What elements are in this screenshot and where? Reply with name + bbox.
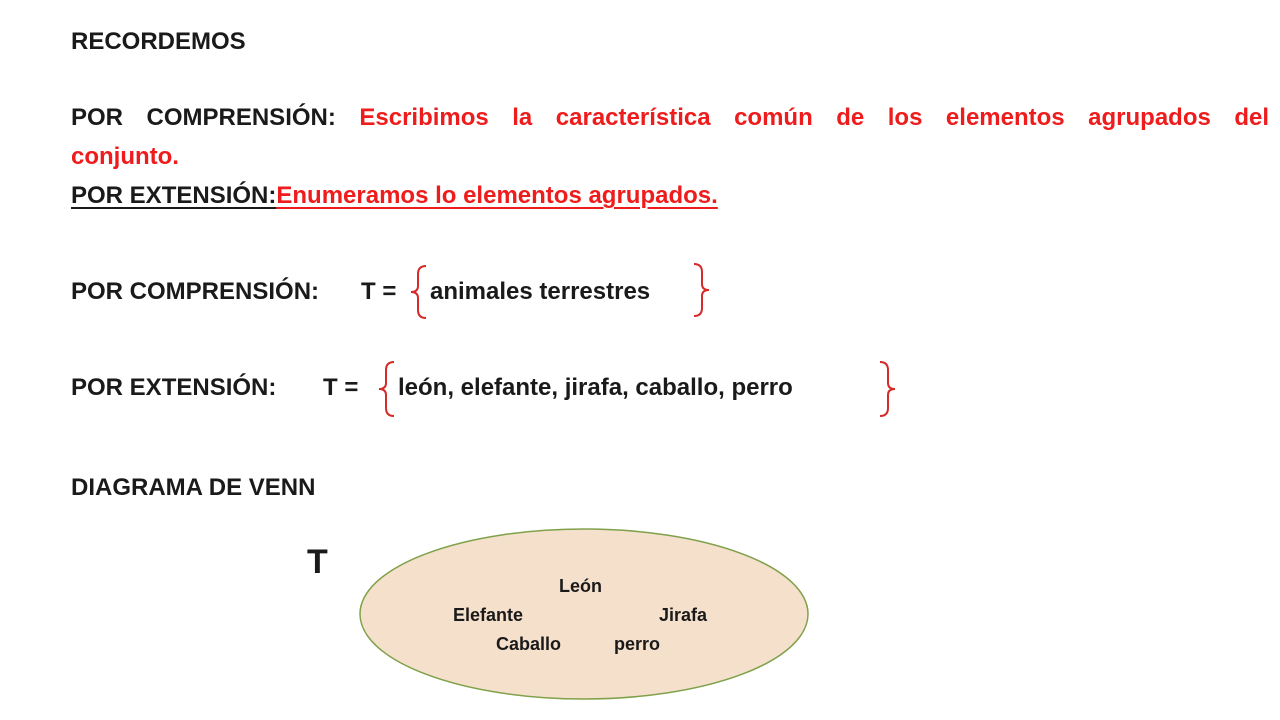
venn-item-leon: León [559,576,602,596]
venn-set-ellipse [360,529,808,699]
definition-comprension-line1 [71,101,1269,135]
example-extension-set-expr: T = [323,374,359,401]
right-brace-icon [876,360,898,418]
left-brace-icon [408,264,430,320]
example-extension-label: POR EXTENSIÓN: [71,374,277,401]
example-comprension-label: POR COMPRENSIÓN: [71,278,320,305]
venn-diagram [358,528,810,704]
venn-set-label: T [307,543,328,581]
venn-heading: DIAGRAMA DE VENN [71,474,316,501]
venn-item-elefante: Elefante [453,605,524,625]
example-comprension-set-expr: T = [361,278,397,305]
recap-title: RECORDEMOS [71,28,246,55]
definition-extension-text: Enumeramos lo elementos agrupados. [276,182,718,209]
definition-comprension-label: POR COMPRENSIÓN: [71,104,336,131]
example-extension-content: león, elefante, jirafa, caballo, perro [398,374,793,401]
venn-item-caballo: Caballo [496,634,562,654]
left-brace-icon [376,360,398,418]
definition-comprension-line2: conjunto. [71,143,179,170]
example-comprension-content: animales terrestres [430,278,651,305]
venn-item-jirafa: Jirafa [659,605,708,625]
definition-extension-line [71,179,718,213]
right-brace-icon [690,262,712,318]
definition-comprension-text: Escribimos la característica común de los elementos agrupados del [359,104,1270,131]
definition-extension-label: POR EXTENSIÓN: [71,182,277,209]
venn-item-perro: perro [614,634,661,654]
